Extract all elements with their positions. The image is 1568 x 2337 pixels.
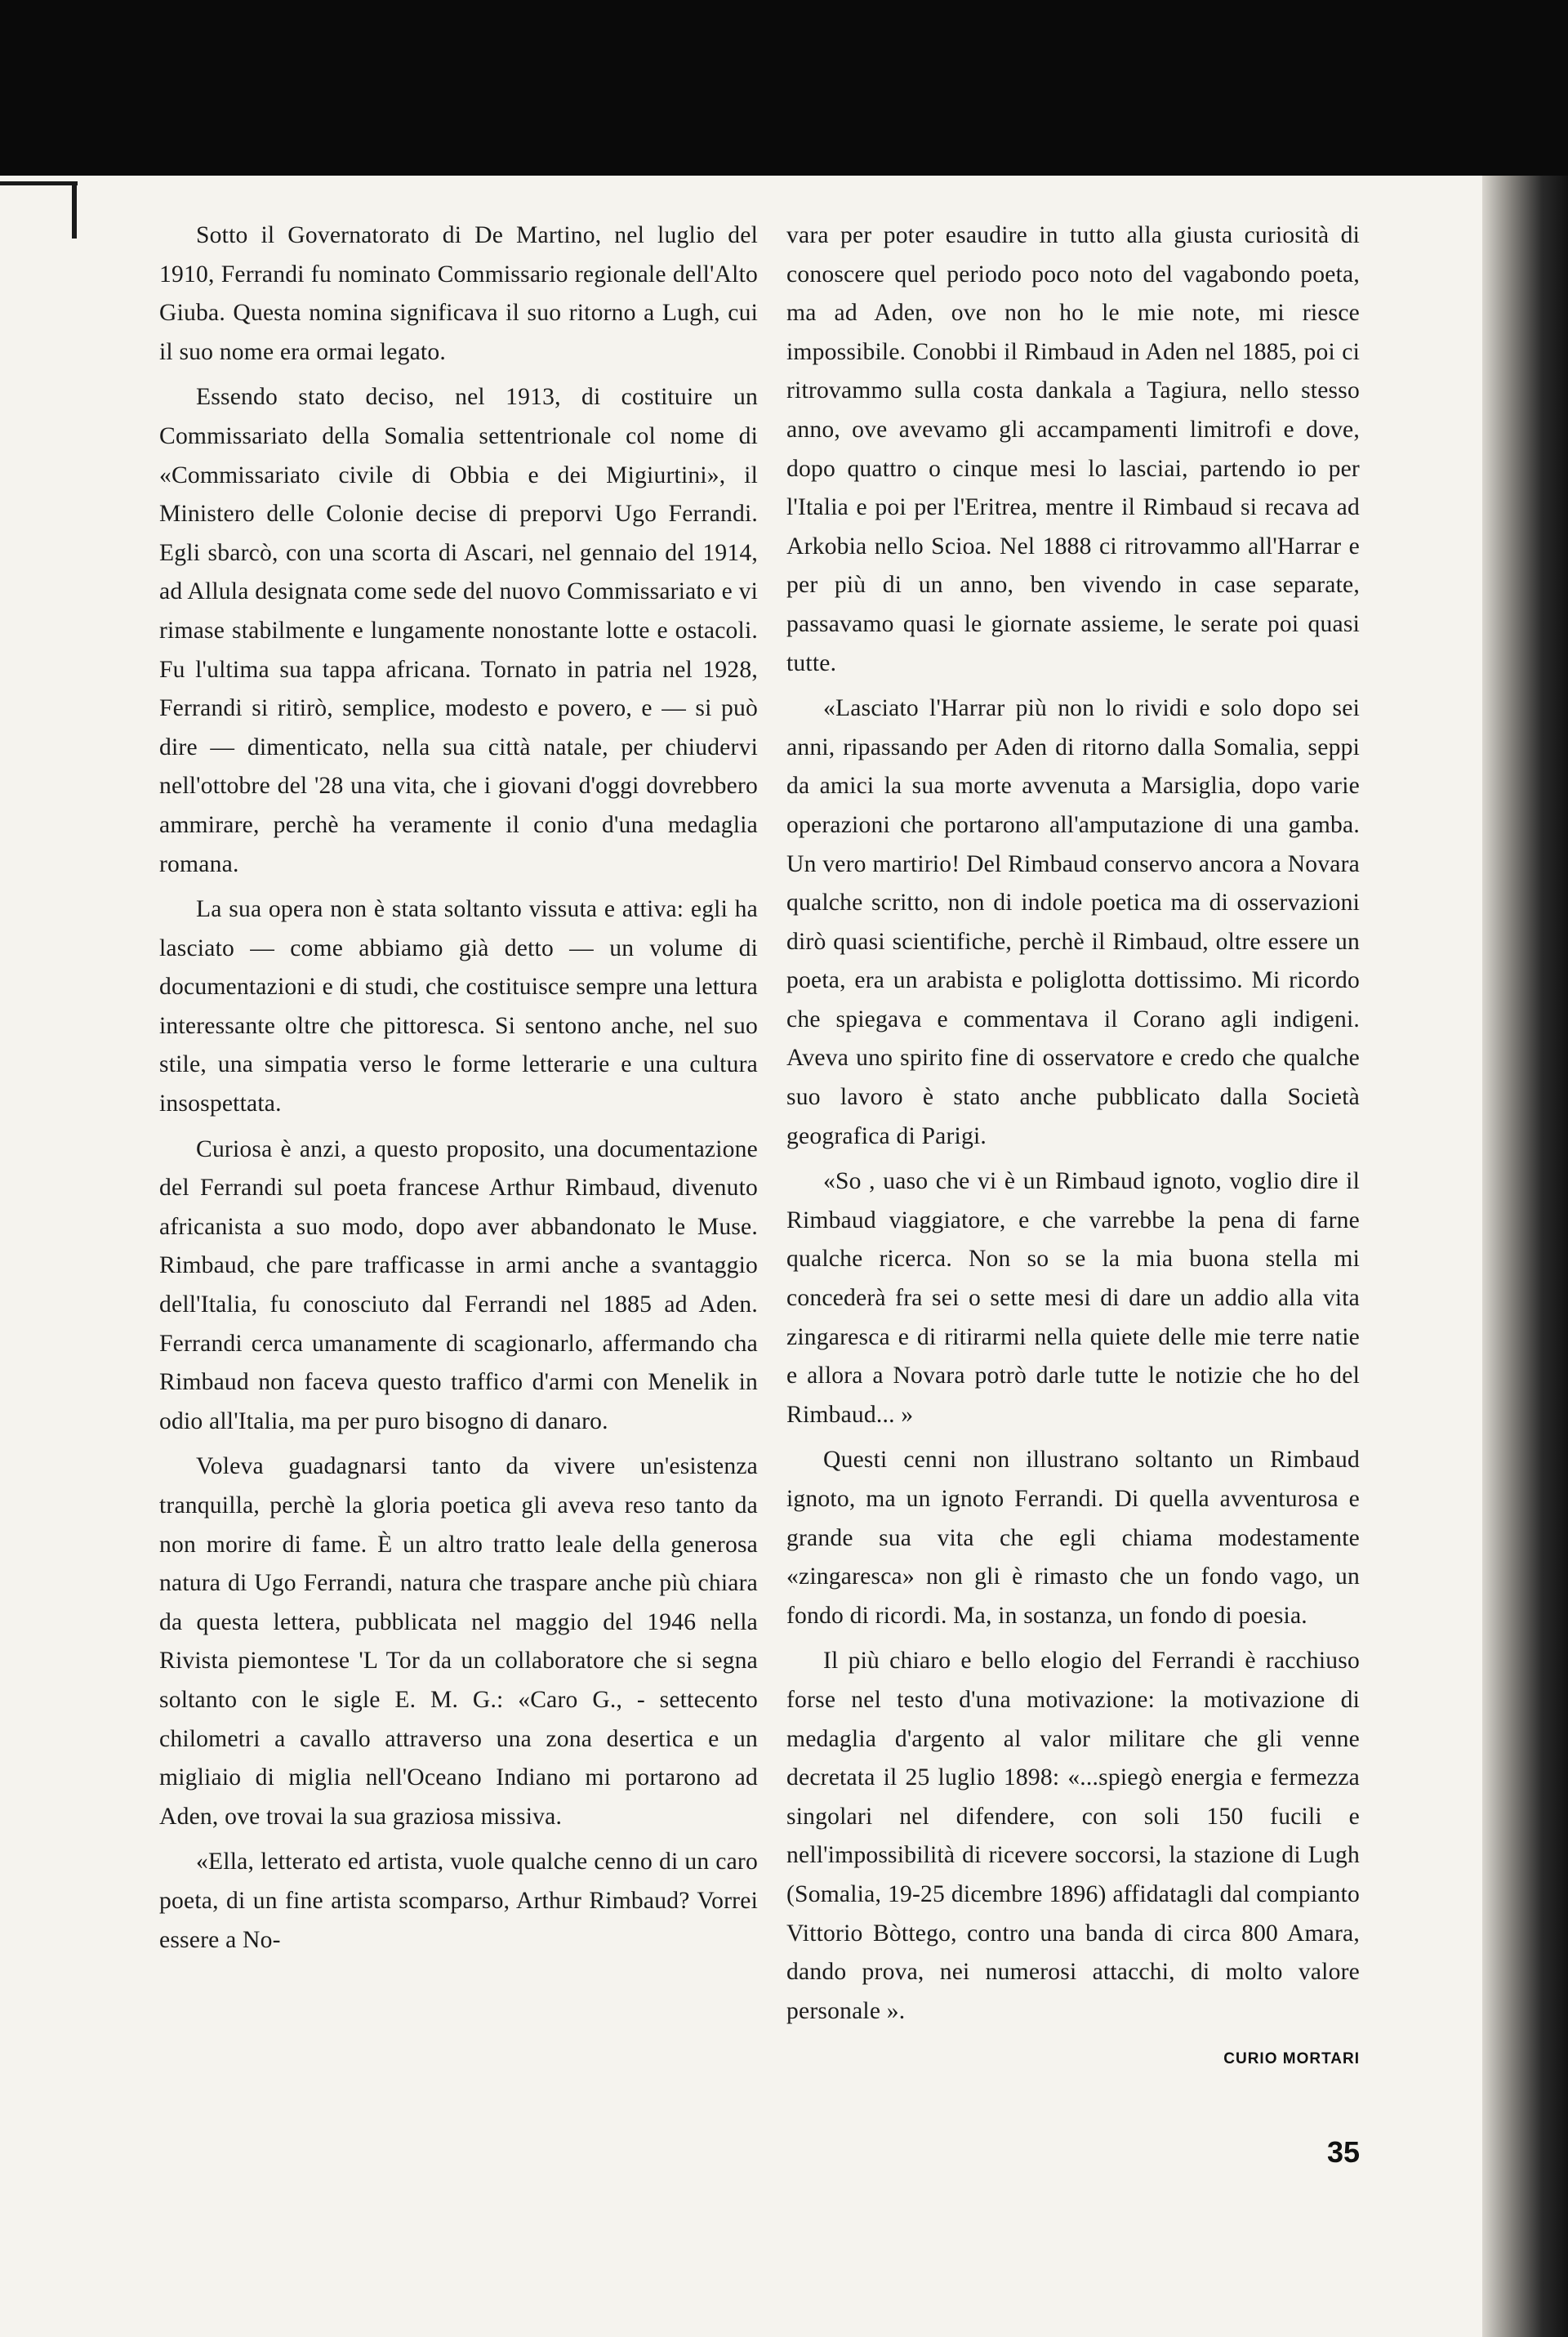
page-number: 35 <box>1326 2135 1360 2169</box>
paragraph: Voleva guadagnarsi tanto da vivere un'esistenza tranquilla, perchè la gloria poetica gli aveva reso tanto da non morire di fame. È un altro tratto leale della generosa natura di Ugo Ferrandi, natura che traspare anche più chiara da questa lettera, pubblicata nel maggio del 1946 nella Rivista piemontese 'L Tor da un collaboratore che si segna soltanto con le sigle E. M. G.: «Caro G., - settecento chilometri a cavallo attraverso una zona desertica e un migliaio di miglia nell'Oceano Indiano mi portarono ad Aden, ove trovai la sua graziosa missiva. <box>159 1453 758 1830</box>
left-column <box>159 216 758 1960</box>
margin-rule-vertical <box>72 181 77 239</box>
scan-top-band <box>0 0 1568 176</box>
paragraph: Essendo stato deciso, nel 1913, di costituire un Commissariato della Somalia settentrionale col nome di «Commissariato civile di Obbia e dei Migiurtini», il Ministero delle Colonie decise di preporvi Ugo Ferrandi. Egli sbarcò, con una scorta di Ascari, nel gennaio del 1914, ad Allula designata come sede del nuovo Commissariato e vi rimase stabilmente e lungamente nonostante lotte e ostacoli. Fu l'ultima sua tappa africana. Tornato in patria nel 1928, Ferrandi si ritirò, semplice, modesto e povero, e — si può dire — dimenticato, nella sua città natale, per chiudervi nell'ottobre del '28 una vita, che i giovani d'oggi dovrebbero ammirare, perchè ha veramente il conio d'una medaglia romana. <box>159 384 758 877</box>
paragraph: Sotto il Governatorato di De Martino, nel luglio del 1910, Ferrandi fu nominato Commissario regionale dell'Alto Giuba. Questa nomina significava il suo ritorno a Lugh, cui il suo nome era ormai legato. <box>159 222 758 365</box>
paragraph: «Lasciato l'Harrar più non lo rividi e solo dopo sei anni, ripassando per Aden di ritorno dalla Somalia, seppi da amici la sua morte avvenuta a Marsiglia, dopo varie operazioni che portarono all'amputazione di una gamba. Un vero martirio! Del Rimbaud conservo ancora a Novara qualche scritto, non di indole poetica ma di osservazioni dirò quasi scientifiche, perchè il Rimbaud, oltre essere un poeta, era un arabista e poliglotta dottissimo. Mi ricordo che spiegava e commentava il Corano agli indigeni. Aveva uno spirito fine di osservatore e credo che qualche suo lavoro è stato anche pubblicato dalla Società geografica di Parigi. <box>786 695 1360 1149</box>
paragraph: Questi cenni non illustrano soltanto un Rimbaud ignoto, ma un ignoto Ferrandi. Di quella avventurosa e grande sua vita che egli chiama modestamente «zingaresca» non gli è rimasto che un fondo vago, un fondo di ricordi. Ma, in sostanza, un fondo di poesia. <box>786 1447 1360 1629</box>
author-signature: CURIO MORTARI <box>1223 2050 1360 2067</box>
paragraph: Il più chiaro e bello elogio del Ferrandi è racchiuso forse nel testo d'una motivazione: la motivazione di medaglia d'argento al valor militare che gli venne decretata il 25 luglio 1898: «...spiegò energia e fermezza singolari nel difendere, con soli 150 fucili e nell'impossibilità di ricevere soccorsi, la stazione di Lugh (Somalia, 19-25 dicembre 1896) affidatagli dal compianto Vittorio Bòttego, contro una banda di circa 800 Amara, dando prova, nei numerosi attacchi, di molto valore personale ». <box>786 1648 1360 2024</box>
paragraph: Curiosa è anzi, a questo proposito, una documentazione del Ferrandi sul poeta francese Arthur Rimbaud, divenuto africanista a suo modo, dopo aver abbandonato le Muse. Rimbaud, che pare trafficasse in armi anche a svantaggio dell'Italia, fu conosciuto dal Ferrandi nel 1885 ad Aden. Ferrandi cerca umanamente di scagionarlo, affermando cha Rimbaud non faceva questo traffico d'armi con Menelik in odio all'Italia, ma per puro bisogno di danaro. <box>159 1135 758 1434</box>
paragraph: «So , uaso che vi è un Rimbaud ignoto, voglio dire il Rimbaud viaggiatore, e che varrebbe la pena di farne qualche ricerca. Non so se la mia buona stella mi concederà fra sei o sette mesi di dare un addio alla vita zingaresca e di ritirarmi nella quiete delle mie terre natie e allora a Novara potrò darle tutte le notizie che ho del Rimbaud... » <box>786 1168 1360 1428</box>
paragraph: «Ella, letterato ed artista, vuole qualche cenno di un caro poeta, di un fine artista scomparso, Arthur Rimbaud? Vorrei essere a No- <box>159 1849 758 1953</box>
margin-rule <box>0 181 78 185</box>
paragraph: vara per poter esaudire in tutto alla giusta curiosità di conoscere quel periodo poco noto del vagabondo poeta, ma ad Aden, ove non ho le mie note, mi riesce impossibile. Conobbi il Rimbaud in Aden nel 1885, poi ci ritrovammo sulla costa dankala a Tagiura, nello stesso anno, ove avevamo gli accampamenti limitrofi e dove, dopo quattro o cinque mesi lo lasciai, partendo io per l'Italia e poi per l'Eritrea, mentre il Rimbaud si recava ad Arkobia nello Scioa. Nel 1888 ci ritrovammo all'Harrar e per più di un anno, ben vivendo in case separate, passavamo quasi le giornate assieme, le serate poi quasi tutte. <box>786 222 1360 676</box>
paragraph: La sua opera non è stata soltanto vissuta e attiva: egli ha lasciato — come abbiamo già detto — un volume di documentazioni e di studi, che costituisce sempre una lettura interessante oltre che pittoresca. Si sentono anche, nel suo stile, una simpatia verso le forme letterarie e una cultura insospettata. <box>159 896 758 1117</box>
page-edge-shadow <box>1482 176 1568 2337</box>
right-column <box>786 216 1360 2031</box>
